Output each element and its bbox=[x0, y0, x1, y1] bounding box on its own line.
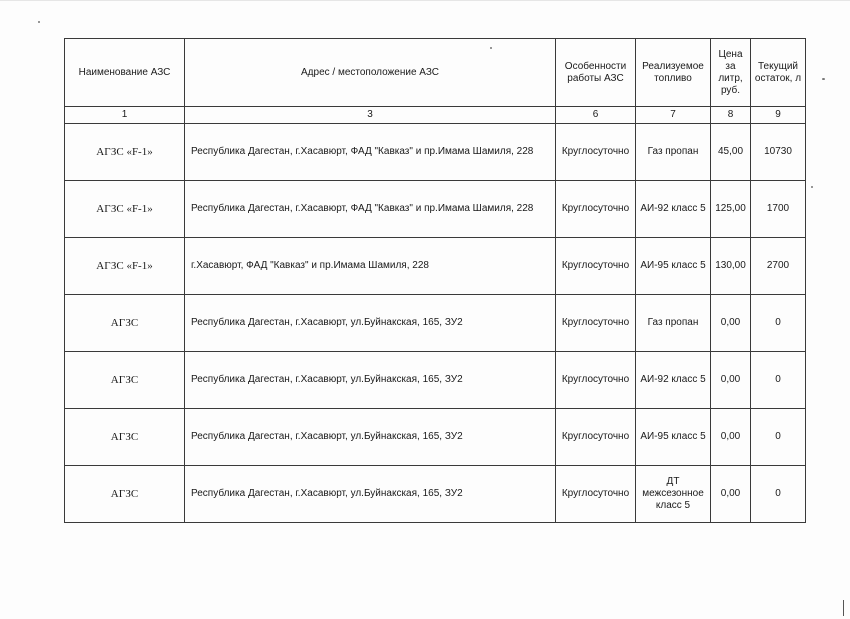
station-address: Республика Дагестан, г.Хасавюрт, ул.Буйнакская, 165, ЗУ2 bbox=[185, 295, 556, 352]
station-name: АГЗС bbox=[65, 409, 185, 466]
header-features: Особенности работы АЗС bbox=[556, 39, 636, 107]
fuel-stock: 1700 bbox=[751, 181, 806, 238]
fuel-type: АИ-95 класс 5 bbox=[636, 409, 711, 466]
page-top-edge bbox=[0, 0, 850, 1]
table-row bbox=[65, 124, 806, 181]
station-name: АГЗС «F-1» bbox=[65, 238, 185, 295]
station-name: АГЗС bbox=[65, 295, 185, 352]
fuel-stock: 10730 bbox=[751, 124, 806, 181]
station-features: Круглосуточно bbox=[556, 181, 636, 238]
scan-speck bbox=[38, 21, 40, 23]
fuel-type: Газ пропан bbox=[636, 295, 711, 352]
fuel-price: 0,00 bbox=[711, 295, 751, 352]
column-number: 9 bbox=[751, 107, 806, 124]
fuel-price: 125,00 bbox=[711, 181, 751, 238]
fuel-price: 0,00 bbox=[711, 466, 751, 523]
station-address: Республика Дагестан, г.Хасавюрт, ФАД "Кавказ" и пр.Имама Шамиля, 228 bbox=[185, 181, 556, 238]
column-number: 3 bbox=[185, 107, 556, 124]
station-features: Круглосуточно bbox=[556, 238, 636, 295]
header-address: Адрес / местоположение АЗС bbox=[185, 39, 556, 107]
station-features: Круглосуточно bbox=[556, 352, 636, 409]
fuel-price: 130,00 bbox=[711, 238, 751, 295]
fuel-type: АИ-95 класс 5 bbox=[636, 238, 711, 295]
fuel-stock: 2700 bbox=[751, 238, 806, 295]
table-row bbox=[65, 352, 806, 409]
table-row bbox=[65, 409, 806, 466]
column-number-row bbox=[65, 107, 806, 124]
station-name: АГЗС bbox=[65, 466, 185, 523]
header-station-name: Наименование АЗС bbox=[65, 39, 185, 107]
station-address: Республика Дагестан, г.Хасавюрт, ул.Буйнакская, 165, ЗУ2 bbox=[185, 466, 556, 523]
scan-speck bbox=[822, 78, 825, 80]
column-number: 6 bbox=[556, 107, 636, 124]
fuel-price: 45,00 bbox=[711, 124, 751, 181]
fuel-stock: 0 bbox=[751, 352, 806, 409]
fuel-stock: 0 bbox=[751, 295, 806, 352]
scan-edge-mark bbox=[843, 600, 844, 616]
table-row bbox=[65, 466, 806, 523]
table-row bbox=[65, 295, 806, 352]
scan-speck bbox=[490, 47, 492, 49]
table-row bbox=[65, 238, 806, 295]
station-name: АГЗС bbox=[65, 352, 185, 409]
fuel-stock: 0 bbox=[751, 409, 806, 466]
header-row bbox=[65, 39, 806, 107]
column-number: 1 bbox=[65, 107, 185, 124]
table-row bbox=[65, 181, 806, 238]
fuel-stock: 0 bbox=[751, 466, 806, 523]
fuel-price: 0,00 bbox=[711, 352, 751, 409]
station-address: Республика Дагестан, г.Хасавюрт, ул.Буйнакская, 165, ЗУ2 bbox=[185, 409, 556, 466]
fuel-type: ДТ межсезонное класс 5 bbox=[636, 466, 711, 523]
column-number: 7 bbox=[636, 107, 711, 124]
station-features: Круглосуточно bbox=[556, 295, 636, 352]
header-fuel: Реализуемое топливо bbox=[636, 39, 711, 107]
station-features: Круглосуточно bbox=[556, 124, 636, 181]
header-stock: Текущий остаток, л bbox=[751, 39, 806, 107]
fuel-type: АИ-92 класс 5 bbox=[636, 352, 711, 409]
fuel-type: Газ пропан bbox=[636, 124, 711, 181]
station-address: г.Хасавюрт, ФАД "Кавказ" и пр.Имама Шамиля, 228 bbox=[185, 238, 556, 295]
station-name: АГЗС «F-1» bbox=[65, 181, 185, 238]
fuel-type: АИ-92 класс 5 bbox=[636, 181, 711, 238]
fuel-stations-table bbox=[64, 38, 806, 523]
column-number: 8 bbox=[711, 107, 751, 124]
station-features: Круглосуточно bbox=[556, 466, 636, 523]
station-features: Круглосуточно bbox=[556, 409, 636, 466]
station-address: Республика Дагестан, г.Хасавюрт, ул.Буйнакская, 165, ЗУ2 bbox=[185, 352, 556, 409]
scan-speck bbox=[811, 186, 813, 188]
station-name: АГЗС «F-1» bbox=[65, 124, 185, 181]
fuel-price: 0,00 bbox=[711, 409, 751, 466]
station-address: Республика Дагестан, г.Хасавюрт, ФАД "Кавказ" и пр.Имама Шамиля, 228 bbox=[185, 124, 556, 181]
header-price: Цена за литр, руб. bbox=[711, 39, 751, 107]
